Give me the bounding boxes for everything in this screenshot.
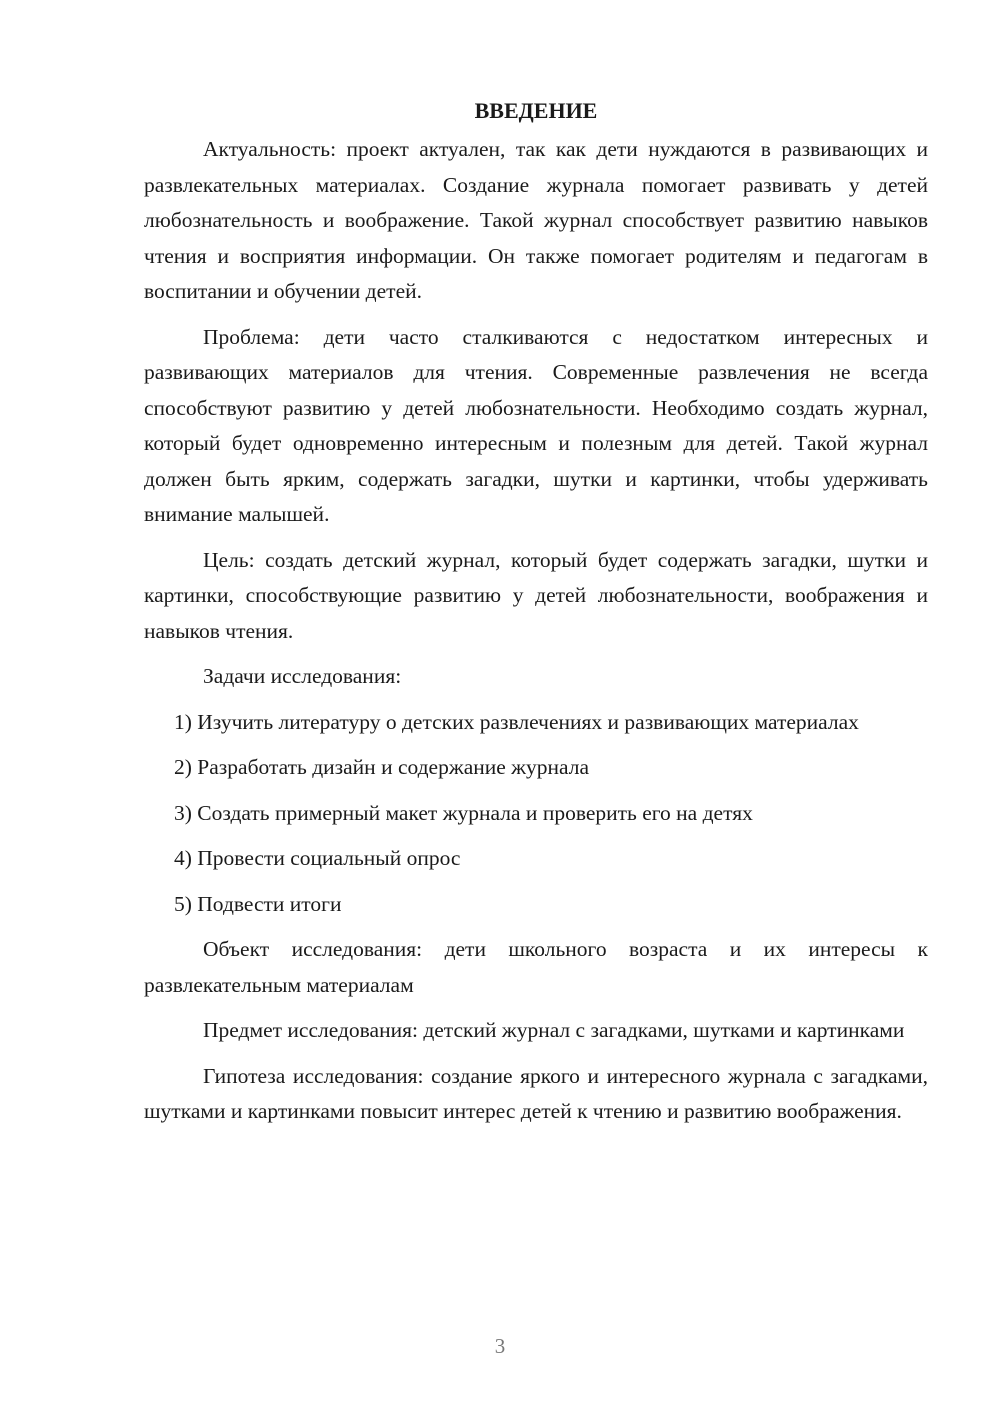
list-item: 3) Создать примерный макет журнала и проверить его на детях (174, 800, 753, 825)
page-number: 3 (494, 1334, 506, 1358)
list-item: 5) Подвести итоги (174, 891, 342, 916)
subject-paragraph: Предмет исследования: детский журнал с загадками, шутками и картинками (203, 1018, 905, 1042)
tasks-heading: Задачи исследования: (203, 664, 402, 688)
list-item: 1) Изучить литературу о детских развлечениях и развивающих материалах (174, 709, 859, 734)
document-page (144, 93, 928, 1140)
tasks-list (144, 705, 928, 923)
list-item: 2) Разработать дизайн и содержание журнала (174, 755, 590, 779)
hypothesis-paragraph: Гипотеза исследования: создание яркого и интересного журнала с загадками, шутками и картинками повысит интерес детей к чтению и развитию воображения. (144, 1063, 928, 1123)
object-paragraph: Объект исследования: дети школьного возраста и их интересы к развлекательным материалам (144, 937, 928, 997)
problem-paragraph: Проблема: дети часто сталкиваются с недостатком интересных и развивающих материалов для чтения. Современные развлечения не всегда способствуют развитию у детей любознательности. Необходимо создать журнал, который будет одновременно интересным и полезным для детей. Такой журнал должен быть ярким, содержать загадки, шутки и картинки, чтобы удерживать внимание малышей. (144, 324, 928, 526)
goal-paragraph: Цель: создать детский журнал, который будет содержать загадки, шутки и картинки, способствующие развитию у детей любознательности, воображения и навыков чтения. (144, 547, 928, 643)
page-title: ВВЕДЕНИЕ (474, 98, 598, 123)
relevance-paragraph: Актуальность: проект актуален, так как дети нуждаются в развивающих и развлекательных материалах. Создание журнала помогает развивать у детей любознательность и воображение. Такой журнал способствует развитию навыков чтения и восприятия информации. Он также помогает родителям и педагогам в воспитании и обучении детей. (144, 137, 928, 303)
list-item: 4) Провести социальный опрос (174, 846, 461, 870)
